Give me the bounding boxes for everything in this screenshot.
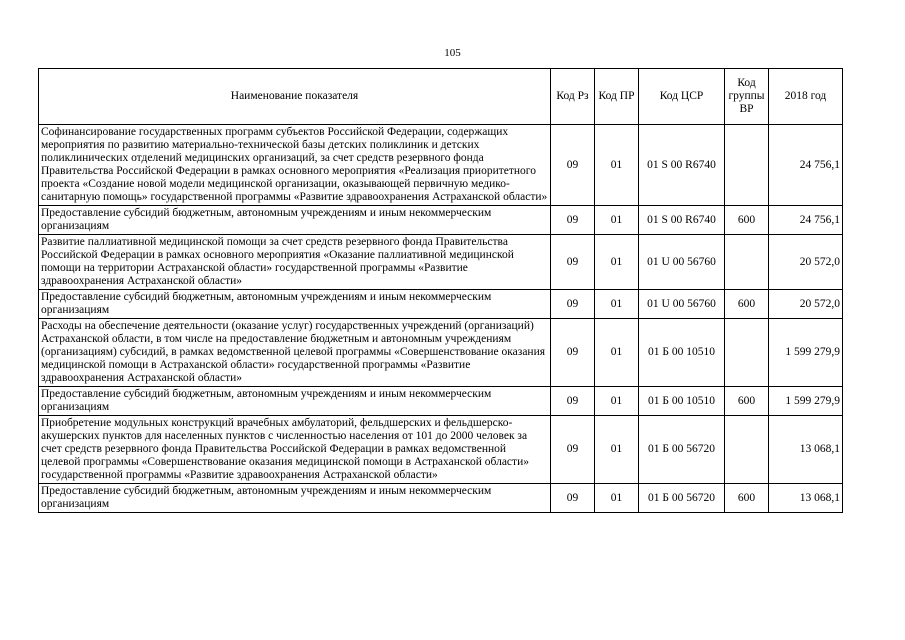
row-rz: 09	[551, 125, 595, 206]
row-csr: 01 Б 00 56720	[639, 484, 725, 513]
row-vr: 600	[725, 387, 769, 416]
row-name: Софинансирование государственных программ субъектов Российской Федерации, содержащих мероприятия по развитию материально-технической базы детских поликлиник и детских поликлинических отделений медицинских организаций, за счет средств резервного фонда Правительства Российской Федерации в рамках основного мероприятия «Реализация приоритетного проекта «Создание новой модели медицинской организации, оказывающей первичную медико-санитарную помощь» государственной программы «Развитие здравоохранения Астраханской области»	[39, 125, 551, 206]
header-name: Наименование показателя	[39, 69, 551, 125]
row-pr: 01	[595, 290, 639, 319]
table-row	[39, 206, 843, 235]
row-name: Предоставление субсидий бюджетным, автономным учреждениям и иным некоммерческим организациям	[39, 290, 551, 319]
row-amount: 1 599 279,9	[769, 387, 843, 416]
row-pr: 01	[595, 484, 639, 513]
table-header-row	[39, 69, 843, 125]
row-pr: 01	[595, 125, 639, 206]
row-rz: 09	[551, 319, 595, 387]
row-name: Предоставление субсидий бюджетным, автономным учреждениям и иным некоммерческим организациям	[39, 387, 551, 416]
header-csr: Код ЦСР	[639, 69, 725, 125]
row-name: Предоставление субсидий бюджетным, автономным учреждениям и иным некоммерческим организациям	[39, 206, 551, 235]
row-csr: 01 Б 00 56720	[639, 416, 725, 484]
row-csr: 01 U 00 56760	[639, 290, 725, 319]
row-vr	[725, 235, 769, 290]
row-pr: 01	[595, 387, 639, 416]
row-rz: 09	[551, 416, 595, 484]
row-csr: 01 Б 00 10510	[639, 319, 725, 387]
row-vr: 600	[725, 484, 769, 513]
table-row	[39, 387, 843, 416]
row-rz: 09	[551, 290, 595, 319]
budget-table	[38, 68, 843, 513]
table-row	[39, 290, 843, 319]
row-amount: 24 756,1	[769, 125, 843, 206]
row-pr: 01	[595, 235, 639, 290]
row-rz: 09	[551, 235, 595, 290]
row-amount: 13 068,1	[769, 484, 843, 513]
table-row	[39, 319, 843, 387]
row-csr: 01 U 00 56760	[639, 235, 725, 290]
row-rz: 09	[551, 387, 595, 416]
row-name: Приобретение модульных конструкций врачебных амбулаторий, фельдшерских и фельдшерско-акушерских пунктов для населенных пунктов с численностью населения от 101 до 2000 человек за счет средств резервного фонда Правительства Российской Федерации в рамках ведомственной целевой программы «Совершенствование оказания медицинской помощи в Астраханской области» государственной программы «Развитие здравоохранения Астраханской области»	[39, 416, 551, 484]
row-pr: 01	[595, 319, 639, 387]
row-vr	[725, 416, 769, 484]
row-csr: 01 S 00 R6740	[639, 125, 725, 206]
row-name: Развитие паллиативной медицинской помощи за счет средств резервного фонда Правительства Российской Федерации в рамках основного мероприятия «Оказание паллиативной медицинской помощи на территории Астраханской области» государственной программы «Развитие здравоохранения Астраханской области»	[39, 235, 551, 290]
table-row	[39, 235, 843, 290]
table-row	[39, 125, 843, 206]
row-vr: 600	[725, 290, 769, 319]
row-rz: 09	[551, 484, 595, 513]
header-pr: Код ПР	[595, 69, 639, 125]
row-amount: 20 572,0	[769, 235, 843, 290]
header-vr: Код группы ВР	[725, 69, 769, 125]
header-year: 2018 год	[769, 69, 843, 125]
row-vr	[725, 319, 769, 387]
row-amount: 24 756,1	[769, 206, 843, 235]
row-vr: 600	[725, 206, 769, 235]
row-csr: 01 Б 00 10510	[639, 387, 725, 416]
row-pr: 01	[595, 206, 639, 235]
table-row	[39, 484, 843, 513]
page-number: 105	[444, 47, 461, 59]
row-csr: 01 S 00 R6740	[639, 206, 725, 235]
row-rz: 09	[551, 206, 595, 235]
row-vr	[725, 125, 769, 206]
header-rz: Код Рз	[551, 69, 595, 125]
table-row	[39, 416, 843, 484]
row-amount: 20 572,0	[769, 290, 843, 319]
row-pr: 01	[595, 416, 639, 484]
row-amount: 13 068,1	[769, 416, 843, 484]
row-name: Расходы на обеспечение деятельности (оказание услуг) государственных учреждений (организаций) Астраханской области, в том числе на предоставление бюджетным и автономным учреждениям (организациям) субсидий, в рамках ведомственной целевой программы «Совершенствование оказания медицинской помощи в Астраханской области» государственной программы «Развитие здравоохранения Астраханской области»	[39, 319, 551, 387]
row-name: Предоставление субсидий бюджетным, автономным учреждениям и иным некоммерческим организациям	[39, 484, 551, 513]
row-amount: 1 599 279,9	[769, 319, 843, 387]
